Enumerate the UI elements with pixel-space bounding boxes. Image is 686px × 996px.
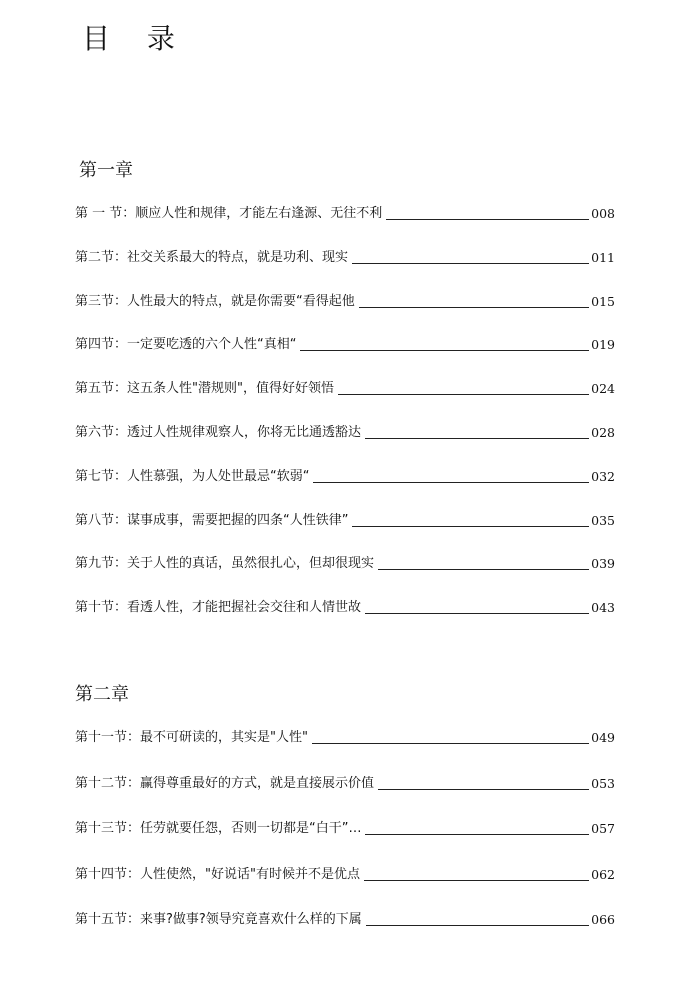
entry-label: 第七节：人性慕强，为人处世最忌“软弱“ bbox=[75, 468, 310, 484]
entry-label: 第九节：关于人性的真话，虽然很扎心，但却很现实 bbox=[75, 556, 375, 572]
toc-entry bbox=[75, 595, 615, 617]
entry-page-number: 062 bbox=[591, 866, 615, 882]
toc-entry bbox=[75, 245, 615, 267]
toc-entry bbox=[75, 464, 615, 486]
entry-label: 第十五节：来事?做事?领导究竟喜欢什么样的下属 bbox=[75, 912, 362, 927]
toc-entry bbox=[75, 862, 615, 884]
entry-leader-line bbox=[359, 307, 589, 308]
toc-entry bbox=[75, 201, 615, 223]
entry-page-number: 053 bbox=[591, 775, 615, 791]
toc-entry bbox=[75, 551, 615, 573]
toc-entry bbox=[75, 816, 615, 838]
entry-label: 第十二节：赢得尊重最好的方式，就是直接展示价值 bbox=[75, 775, 375, 791]
toc-entry bbox=[75, 420, 615, 442]
entry-label: 第十四节：人性使然，"好说话"有时候并不是优点 bbox=[75, 866, 360, 882]
toc-entry bbox=[75, 725, 615, 747]
entry-page-number: 011 bbox=[591, 249, 615, 265]
entry-page-number: 015 bbox=[591, 293, 615, 309]
entry-leader-line bbox=[338, 394, 589, 395]
chapter-heading: 第一章 bbox=[79, 160, 133, 181]
entry-page-number: 028 bbox=[591, 424, 615, 440]
entry-leader-line bbox=[378, 569, 589, 570]
entry-label: 第三节：人性最大的特点，就是你需要“看得起他 bbox=[75, 293, 355, 309]
entry-leader-line bbox=[365, 438, 589, 439]
entry-label: 第 一 节：顺应人性和规律，才能左右逢源、无往不利 bbox=[75, 206, 383, 221]
entry-page-number: 032 bbox=[591, 468, 615, 484]
entry-page-number: 043 bbox=[591, 600, 615, 616]
toc-entry bbox=[75, 289, 615, 311]
toc-entry bbox=[75, 907, 615, 929]
toc-entry bbox=[75, 508, 615, 530]
chapter-one bbox=[75, 159, 615, 639]
entry-leader-line bbox=[378, 789, 589, 790]
entry-leader-line bbox=[312, 743, 589, 744]
entry-leader-line bbox=[300, 350, 589, 351]
chapter-heading: 第二章 bbox=[75, 684, 129, 705]
entry-page-number: 049 bbox=[591, 730, 615, 745]
entry-label: 第六节：透过人性规律观察人，你将无比通透豁达 bbox=[75, 424, 362, 440]
entry-leader-line bbox=[352, 263, 589, 264]
entry-label: 第十三节：任劳就要任怨，否则一切都是“白干”… bbox=[75, 821, 362, 836]
entry-leader-line bbox=[366, 925, 589, 926]
entry-label: 第八节：谋事成事，需要把握的四条“人性铁律” bbox=[75, 512, 349, 528]
entry-leader-line bbox=[313, 482, 589, 483]
entry-page-number: 035 bbox=[591, 512, 615, 528]
toc-entry bbox=[75, 332, 615, 354]
entry-page-number: 019 bbox=[591, 337, 615, 353]
entry-leader-line bbox=[386, 219, 589, 220]
entry-label: 第十节：看透人性，才能把握社会交往和人情世故 bbox=[75, 600, 362, 616]
entry-page-number: 039 bbox=[591, 556, 615, 572]
entry-leader-line bbox=[364, 880, 589, 881]
toc-entry bbox=[75, 771, 615, 793]
chapter-two bbox=[75, 683, 615, 953]
entry-page-number: 024 bbox=[591, 381, 615, 397]
entry-leader-line bbox=[365, 613, 589, 614]
entry-label: 第十一节：最不可研读的，其实是"人性" bbox=[75, 730, 308, 745]
entry-leader-line bbox=[365, 834, 589, 835]
toc-title: 目 录 bbox=[82, 22, 189, 55]
entry-leader-line bbox=[352, 526, 589, 527]
entry-label: 第二节：社交关系最大的特点，就是功利、现实 bbox=[75, 249, 349, 265]
entry-page-number: 008 bbox=[591, 206, 615, 221]
toc-entry bbox=[75, 376, 615, 398]
entry-label: 第四节：一定要吃透的六个人性“真相“ bbox=[75, 337, 297, 353]
entry-label: 第五节：这五条人性"潜规则"，值得好好领悟 bbox=[75, 381, 334, 397]
entry-page-number: 066 bbox=[591, 912, 615, 927]
entry-page-number: 057 bbox=[591, 821, 615, 836]
